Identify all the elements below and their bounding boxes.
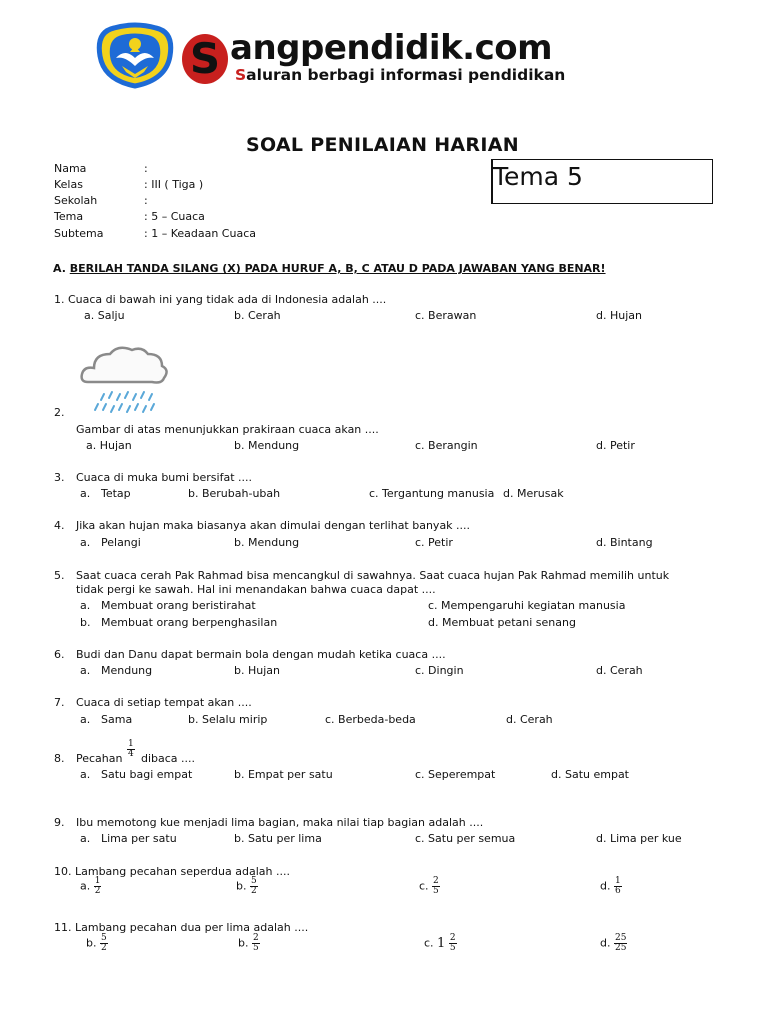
info-value-sekolah: : — [144, 194, 148, 207]
q10-option-a[interactable] — [80, 877, 101, 896]
q1-option-c[interactable]: c. Berawan — [415, 309, 477, 322]
fraction-numerator: 2 — [252, 933, 259, 943]
q2-option-c[interactable]: c. Berangin — [415, 439, 478, 452]
q8-option-d[interactable]: d. Satu empat — [551, 768, 629, 781]
question-8-text-pre: Pecahan — [76, 752, 123, 765]
fraction-denominator: 6 — [614, 886, 621, 896]
q10-option-b[interactable] — [236, 877, 258, 896]
fraction-denominator: 5 — [449, 943, 456, 953]
q7-option-b[interactable]: b. Selalu mirip — [188, 713, 268, 726]
q11-option-c[interactable] — [424, 934, 457, 953]
q6-option-a[interactable]: Mendung — [101, 664, 153, 677]
q11-option-c-whole: 1 — [437, 936, 446, 951]
question-9-number: 9. — [54, 816, 65, 829]
q8-option-b[interactable]: b. Empat per satu — [234, 768, 333, 781]
info-label-kelas: Kelas — [54, 178, 83, 191]
tut-wuri-handayani-emblem-icon — [92, 22, 178, 90]
q8-option-c[interactable]: c. Seperempat — [415, 768, 496, 781]
svg-text:S: S — [189, 34, 221, 83]
q5-option-d[interactable]: d. Membuat petani senang — [428, 616, 576, 629]
fraction-numerator: 25 — [614, 933, 627, 943]
fraction-denominator: 25 — [614, 943, 627, 953]
q6-option-c[interactable]: c. Dingin — [415, 664, 464, 677]
q11-option-b[interactable] — [238, 934, 260, 953]
question-8-text-post: dibaca .... — [141, 752, 196, 765]
q8-option-a[interactable]: Satu bagi empat — [101, 768, 193, 781]
rain-cloud-icon — [78, 342, 170, 418]
info-label-subtema: Subtema — [54, 227, 104, 240]
q10-option-c[interactable] — [419, 877, 440, 896]
fraction-numerator: 1 — [128, 739, 134, 749]
fraction-denominator: 4 — [128, 749, 134, 759]
q2-option-d[interactable]: d. Petir — [596, 439, 635, 452]
q10-option-a-letter: a. — [80, 879, 91, 893]
q10-option-c-letter: c. — [419, 879, 429, 893]
q8-option-a-letter: a. — [80, 768, 91, 781]
brand-s-logo-icon — [180, 30, 230, 86]
fraction-denominator: 2 — [250, 886, 257, 896]
q11-option-a-fraction — [100, 934, 108, 953]
q11-option-a-letter: b. — [86, 936, 97, 950]
q10-option-b-fraction — [250, 877, 258, 896]
q1-option-a[interactable]: a. Salju — [84, 309, 125, 322]
instruction-text: BERILAH TANDA SILANG (X) PADA HURUF A, B, C ATAU D PADA JAWABAN YANG BENAR! — [69, 262, 606, 275]
q11-option-d[interactable] — [600, 934, 627, 953]
q9-option-c[interactable]: c. Satu per semua — [415, 832, 516, 845]
brand-name: angpendidik.com — [230, 28, 553, 68]
brand-tagline — [235, 66, 565, 84]
q6-option-a-letter: a. — [80, 664, 91, 677]
fraction-numerator: 1 — [94, 876, 101, 886]
question-5-text-line1: Saat cuaca cerah Pak Rahmad bisa mencangkul di sawahnya. Saat cuaca hujan Pak Rahmad memilih untuk — [76, 569, 670, 582]
fraction-numerator: 2 — [449, 933, 456, 943]
section-instruction — [53, 262, 606, 275]
question-2-number: 2. — [54, 406, 65, 419]
q11-option-d-letter: d. — [600, 936, 611, 950]
q5-option-c[interactable]: c. Mempengaruhi kegiatan manusia — [428, 599, 626, 612]
q10-option-d-letter: d. — [600, 879, 611, 893]
q10-option-d-fraction — [614, 877, 622, 896]
question-3-number: 3. — [54, 471, 65, 484]
q8-fraction — [127, 740, 135, 759]
tagline-initial: S — [235, 66, 247, 84]
info-value-kelas: : III ( Tiga ) — [144, 178, 204, 191]
q11-option-c-fraction — [449, 934, 457, 953]
info-value-tema: : 5 – Cuaca — [144, 210, 205, 223]
q9-option-d[interactable]: d. Lima per kue — [596, 832, 682, 845]
question-5-number: 5. — [54, 569, 65, 582]
q3-option-a-letter: a. — [80, 487, 91, 500]
tagline-text: aluran berbagi informasi pendidikan — [246, 66, 566, 84]
question-4-number: 4. — [54, 519, 65, 532]
q9-option-a[interactable]: Lima per satu — [101, 832, 177, 845]
q3-option-c[interactable]: c. Tergantung manusia — [369, 487, 495, 500]
question-1-text: 1. Cuaca di bawah ini yang tidak ada di Indonesia adalah .... — [54, 293, 387, 306]
question-2-text: Gambar di atas menunjukkan prakiraan cuaca akan .... — [76, 423, 379, 436]
q2-option-b[interactable]: b. Mendung — [234, 439, 300, 452]
instruction-prefix: A. — [53, 262, 70, 275]
q5-option-b[interactable]: Membuat orang berpenghasilan — [101, 616, 278, 629]
q5-option-a-letter: a. — [80, 599, 91, 612]
info-label-nama: Nama — [54, 162, 87, 175]
fraction — [127, 740, 135, 759]
q3-option-b[interactable]: b. Berubah-ubah — [188, 487, 281, 500]
q10-option-b-letter: b. — [236, 879, 247, 893]
fraction-numerator: 1 — [614, 876, 621, 886]
q11-option-b-fraction — [252, 934, 260, 953]
q5-option-b-letter: b. — [80, 616, 91, 629]
fraction-denominator: 2 — [100, 943, 107, 953]
info-label-tema: Tema — [54, 210, 84, 223]
fraction-numerator: 2 — [433, 876, 439, 886]
fraction-numerator: 5 — [250, 876, 257, 886]
question-9-text: Ibu memotong kue menjadi lima bagian, maka nilai tiap bagian adalah .... — [76, 816, 484, 829]
q11-option-b-letter: b. — [238, 936, 249, 950]
q4-option-c[interactable]: c. Petir — [415, 536, 453, 549]
info-value-nama: : — [144, 162, 148, 175]
question-11-text: 11. Lambang pecahan dua per lima adalah .... — [54, 921, 309, 934]
q10-option-d[interactable] — [600, 877, 622, 896]
q4-option-d[interactable]: d. Bintang — [596, 536, 653, 549]
q10-option-c-fraction — [432, 877, 440, 896]
question-6-number: 6. — [54, 648, 65, 661]
q5-option-a[interactable]: Membuat orang beristirahat — [101, 599, 256, 612]
info-value-subtema: : 1 – Keadaan Cuaca — [144, 227, 256, 240]
q7-option-a[interactable]: Sama — [101, 713, 133, 726]
q11-option-d-fraction — [614, 934, 627, 953]
tema-label: Tema 5 — [493, 162, 583, 191]
question-6-text: Budi dan Danu dapat bermain bola dengan mudah ketika cuaca .... — [76, 648, 446, 661]
q1-option-b[interactable]: b. Cerah — [234, 309, 281, 322]
q7-option-a-letter: a. — [80, 713, 91, 726]
page-title: SOAL PENILAIAN HARIAN — [246, 134, 519, 156]
q3-option-a[interactable]: Tetap — [101, 487, 131, 500]
q9-option-b[interactable]: b. Satu per lima — [234, 832, 322, 845]
q1-option-d[interactable]: d. Hujan — [596, 309, 642, 322]
q11-option-a[interactable] — [86, 934, 108, 953]
q6-option-b[interactable]: b. Hujan — [234, 664, 280, 677]
fraction-denominator: 5 — [433, 886, 439, 896]
question-4-text: Jika akan hujan maka biasanya akan dimulai dengan terlihat banyak .... — [76, 519, 471, 532]
q10-option-a-fraction — [94, 877, 102, 896]
question-10-text: 10. Lambang pecahan seperdua adalah .... — [54, 865, 290, 878]
q2-option-a[interactable]: a. Hujan — [86, 439, 132, 452]
q3-option-d[interactable]: d. Merusak — [503, 487, 564, 500]
question-7-text: Cuaca di setiap tempat akan .... — [76, 696, 252, 709]
info-label-sekolah: Sekolah — [54, 194, 98, 207]
tema-box — [491, 159, 713, 204]
question-3-text: Cuaca di muka bumi bersifat .... — [76, 471, 253, 484]
q7-option-d[interactable]: d. Cerah — [506, 713, 553, 726]
q4-option-a-letter: a. — [80, 536, 91, 549]
question-7-number: 7. — [54, 696, 65, 709]
q4-option-b[interactable]: b. Mendung — [234, 536, 300, 549]
q4-option-a[interactable]: Pelangi — [101, 536, 141, 549]
q11-option-c-letter: c. — [424, 936, 434, 950]
q9-option-a-letter: a. — [80, 832, 91, 845]
q6-option-d[interactable]: d. Cerah — [596, 664, 643, 677]
fraction-denominator: 5 — [252, 943, 259, 953]
question-8-number: 8. — [54, 752, 65, 765]
question-5-text-line2: tidak pergi ke sawah. Hal ini menandakan bahwa cuaca dapat .... — [76, 583, 436, 596]
q7-option-c[interactable]: c. Berbeda-beda — [325, 713, 416, 726]
fraction-numerator: 5 — [100, 933, 107, 943]
fraction-denominator: 2 — [94, 886, 101, 896]
